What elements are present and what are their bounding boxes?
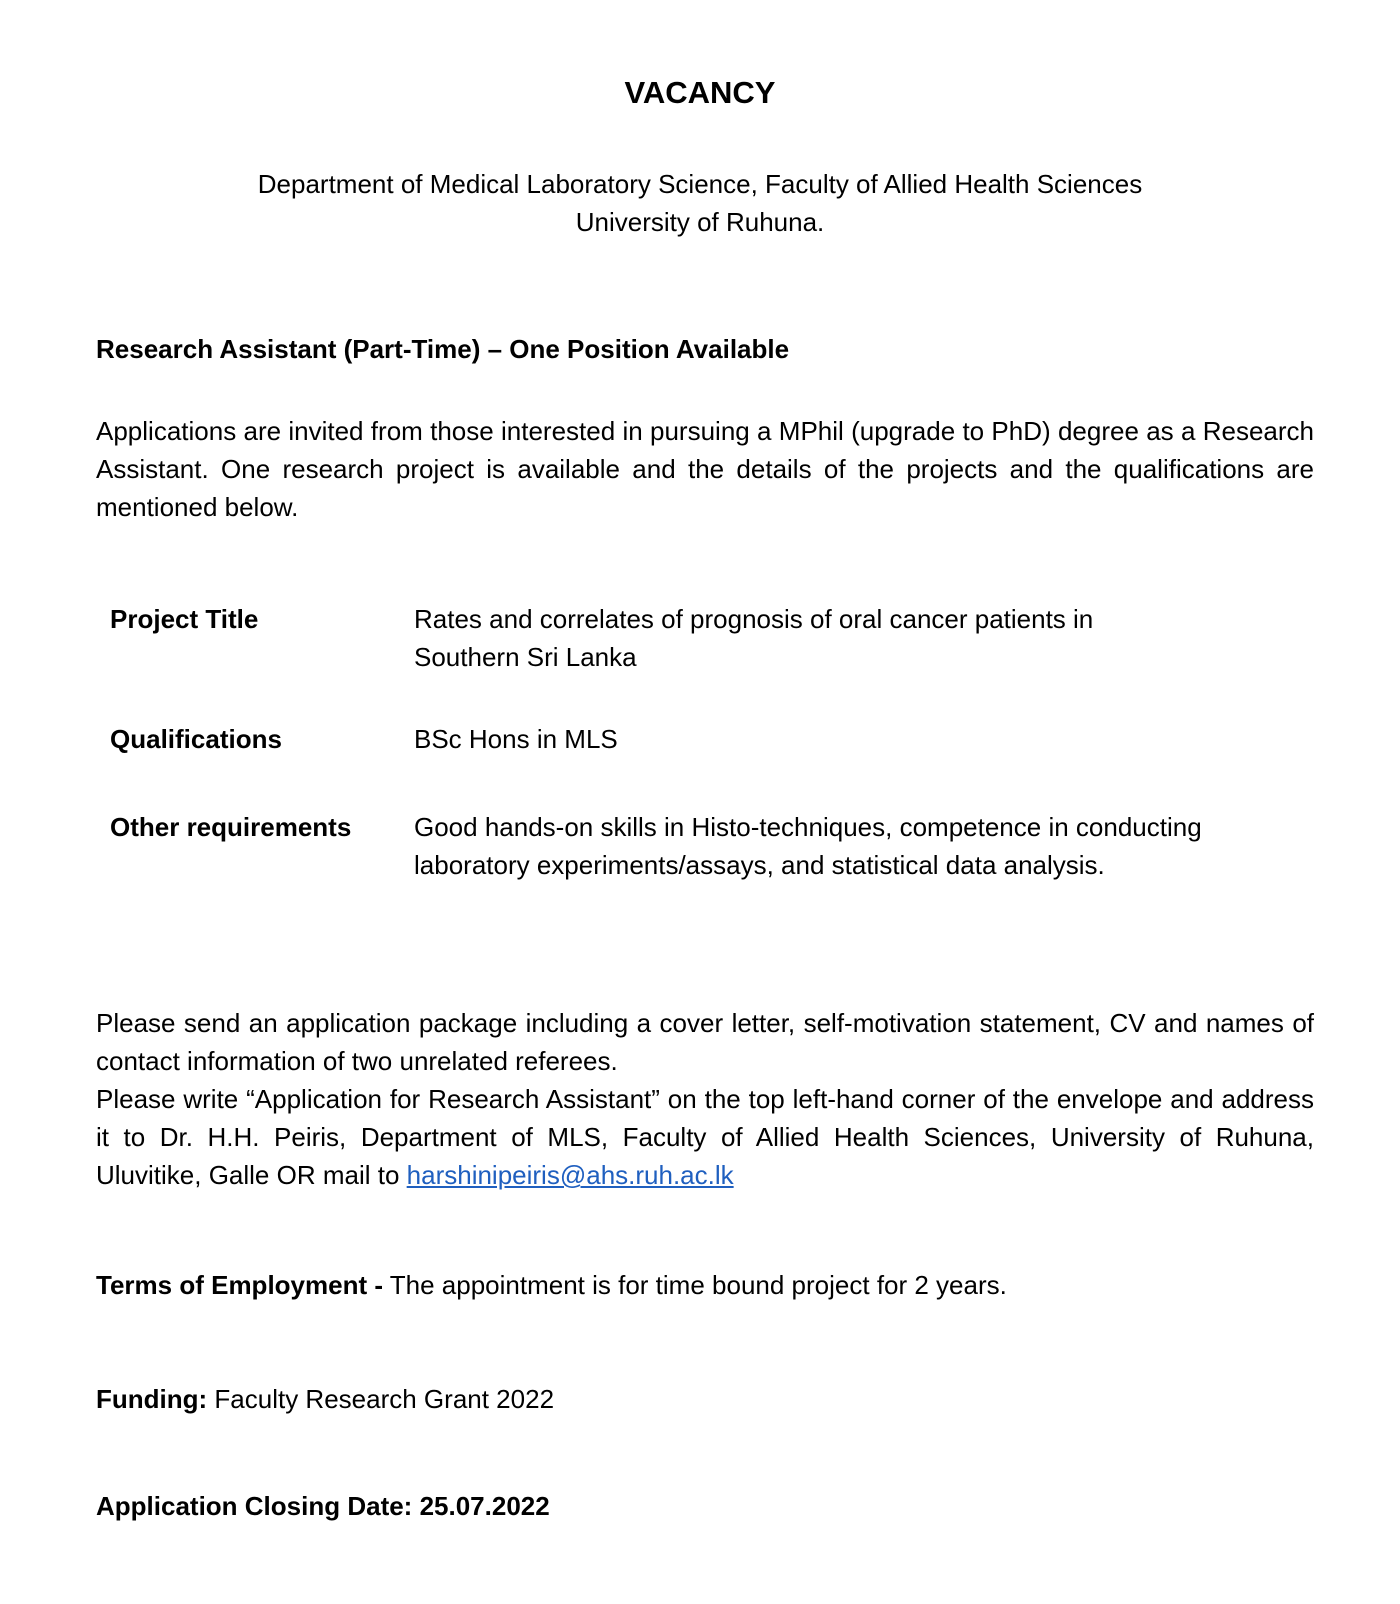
detail-label: Project Title bbox=[110, 604, 259, 634]
detail-value: Good hands-on skills in Histo-techniques, competence in conducting laboratory experiments/assays, and statistical data analysis. bbox=[414, 812, 1202, 880]
application-instructions bbox=[96, 1004, 1314, 1194]
detail-value: Rates and correlates of prognosis of oral cancer patients in Southern Sri Lanka bbox=[414, 604, 1094, 672]
application-address-paragraph bbox=[96, 1080, 1314, 1194]
closing-date: Application Closing Date: 25.07.2022 bbox=[96, 1491, 550, 1521]
application-address-text: Please write “Application for Research Assistant” on the top left-hand corner of the envelope and address it to Dr. H.H. Peiris, Department of MLS, Faculty of Allied Health Sciences, University of Ruhuna, Uluvitike, Galle OR mail to bbox=[96, 1084, 1314, 1190]
email-link[interactable]: harshinipeiris@ahs.ruh.ac.lk bbox=[406, 1160, 734, 1190]
terms-of-employment bbox=[96, 1266, 1314, 1304]
intro-paragraph: Applications are invited from those interested in pursuing a MPhil (upgrade to PhD) degree as a Research Assistant. One research project is available and the details of the projects and the qualifications are mentioned below. bbox=[96, 416, 1314, 522]
funding-label: Funding: bbox=[96, 1384, 208, 1414]
page-title: VACANCY bbox=[624, 75, 776, 110]
department-line: Department of Medical Laboratory Science, Faculty of Allied Health Sciences bbox=[257, 169, 1143, 199]
funding-text: Faculty Research Grant 2022 bbox=[207, 1384, 555, 1414]
terms-label: Terms of Employment - bbox=[96, 1270, 384, 1300]
funding bbox=[96, 1380, 1314, 1418]
department-header bbox=[0, 165, 1400, 241]
university-line: University of Ruhuna. bbox=[575, 207, 825, 237]
position-heading: Research Assistant (Part-Time) – One Position Available bbox=[96, 334, 790, 364]
detail-value: BSc Hons in MLS bbox=[414, 724, 618, 754]
detail-label: Other requirements bbox=[110, 812, 352, 842]
detail-label: Qualifications bbox=[110, 724, 282, 754]
application-package-paragraph: Please send an application package including a cover letter, self-motivation statement, CV and names of contact information of two unrelated referees. bbox=[96, 1008, 1314, 1076]
terms-text: The appointment is for time bound project for 2 years. bbox=[383, 1270, 1007, 1300]
